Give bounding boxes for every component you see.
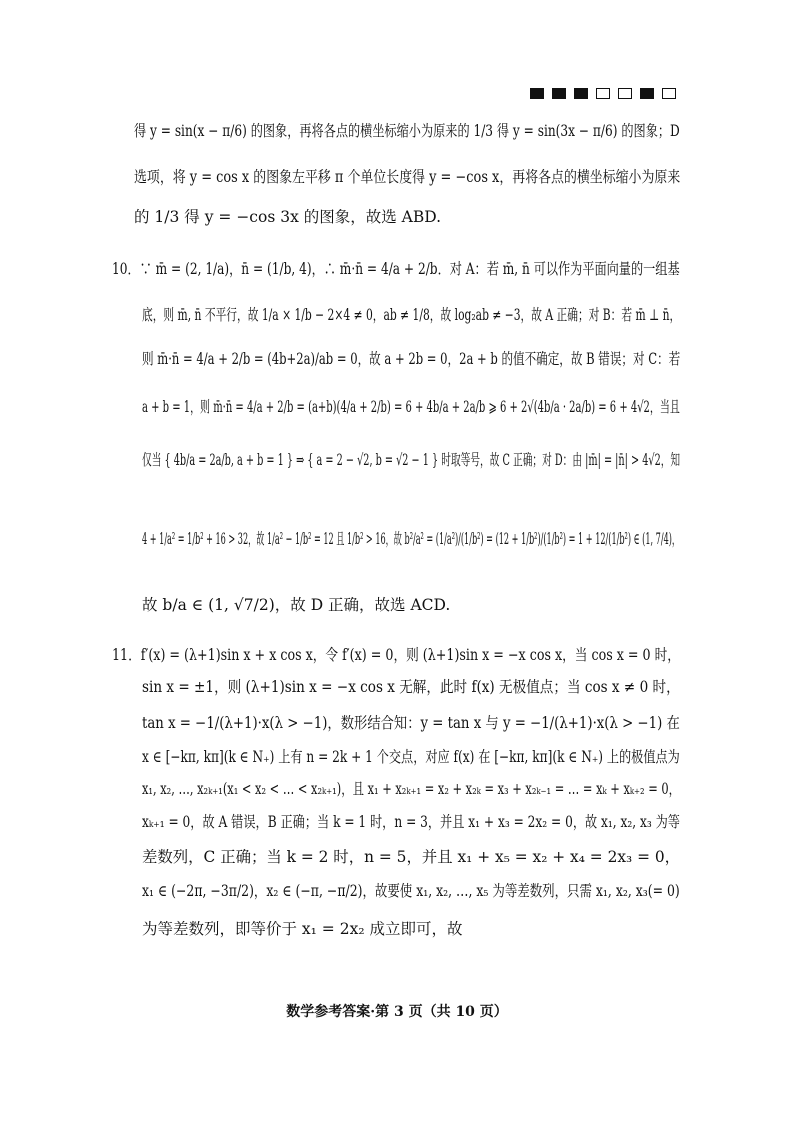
text-line: 仅当 { 4b/a = 2a/b, a + b = 1 } ⇒ { a = 2 − √2, b = √2 − 1 } 时取等号，故 C 正确；对 D：由 |m̄| = |n̄| > 4√2，知 xyxy=(142,451,681,469)
text-line: x₁, x₂, …, x₂ₖ₊₁(x₁ < x₂ < … < x₂ₖ₊₁)，且 x₁ + x₂ₖ₊₁ = x₂ + x₂ₖ = x₃ + x₂ₖ₋₁ = … = xₖ + xₖ₊₂ = 0， xyxy=(142,780,681,798)
page-footer: 数学参考答案·第 3 页（共 10 页） xyxy=(286,1004,508,1020)
header-mark-filled xyxy=(552,88,566,99)
header-mark-hollow xyxy=(662,88,676,99)
text-line: 差数列，C 正确；当 k = 2 时，n = 5，并且 x₁ + x₅ = x₂ + x₄ = 2x₃ = 0， xyxy=(142,848,681,866)
text-line: x ∈ [−kπ, kπ](k ∈ N₊) 上有 n = 2k + 1 个交点，对应 f(x) 在 [−kπ, kπ](k ∈ N₊) 上的极值点为 xyxy=(142,748,680,766)
text-line: 10．∵ m̄ = (2, 1/a)，n̄ = (1/b, 4)，∴ m̄·n̄ = 4/a + 2/b．对 A：若 m̄, n̄ 可以作为平面向量的一组基 xyxy=(112,260,680,278)
header-marks xyxy=(530,88,676,99)
text-line: sin x = ±1，则 (λ+1)sin x = −x cos x 无解，此时 f(x) 无极值点；当 cos x ≠ 0 时， xyxy=(142,678,680,696)
text-line: 11．f′(x) = (λ+1)sin x + x cos x，令 f′(x) = 0，则 (λ+1)sin x = −x cos x，当 cos x = 0 时， xyxy=(112,646,680,664)
text-line: 底，则 m̄, n̄ 不平行，故 1/a × 1/b − 2×4 ≠ 0，ab ≠ 1/8，故 log₂ab ≠ −3，故 A 正确；对 B：若 m̄ ⊥ n̄， xyxy=(142,306,681,324)
text-line: a + b = 1，则 m̄·n̄ = 4/a + 2/b = (a+b)(4/a + 2/b) = 6 + 4b/a + 2a/b ⩾ 6 + 2√(4b/a · 2a/b) = 6 + 4√2，当且 xyxy=(142,398,680,416)
text-line: xₖ₊₁ = 0，故 A 错误，B 正确；当 k = 1 时，n = 3，并且 x₁ + x₃ = 2x₂ = 0，故 x₁, x₂, x₃ 为等 xyxy=(142,813,680,831)
text-line: 则 m̄·n̄ = 4/a + 2/b = (4b+2a)/ab = 0，故 a + 2b = 0，2a + b 的值不确定，故 B 错误；对 C：若 xyxy=(142,350,681,368)
text-line: x₁ ∈ (−2π, −3π/2)，x₂ ∈ (−π, −π/2)，故要使 x₁, x₂, …, x₅ 为等差数列，只需 x₁, x₂, x₃(= 0) xyxy=(142,882,680,900)
text-line: 的 1/3 得 y = −cos 3x 的图象，故选 ABD. xyxy=(134,208,442,226)
text-line: tan x = −1/(λ+1)·x(λ > −1)，数形结合知：y = tan x 与 y = −1/(λ+1)·x(λ > −1) 在 xyxy=(142,714,680,732)
header-mark-hollow xyxy=(618,88,632,99)
text-line: 故 b/a ∈ (1, √7/2)，故 D 正确，故选 ACD. xyxy=(142,596,451,614)
text-line: 得 y = sin(x − π/6) 的图象，再将各点的横坐标缩小为原来的 1/3 得 y = sin(3x − π/6) 的图象；D xyxy=(134,122,680,140)
text-line: 为等差数列，即等价于 x₁ = 2x₂ 成立即可，故 xyxy=(142,920,463,938)
text-line: 选项，将 y = cos x 的图象左平移 π 个单位长度得 y = −cos x，再将各点的横坐标缩小为原来 xyxy=(134,168,681,186)
header-mark-filled xyxy=(574,88,588,99)
header-mark-filled xyxy=(530,88,544,99)
text-line: 4 + 1/a² = 1/b² + 16 > 32，故 1/a² − 1/b² = 12 且 1/b² > 16，故 b²/a² = (1/a²)/(1/b²) = (12 + 1/b²)/(1/b²) = 1 + 12/(1/b²) ∈ (1, 7/4)， xyxy=(142,530,681,548)
header-mark-hollow xyxy=(596,88,610,99)
header-mark-filled xyxy=(640,88,654,99)
